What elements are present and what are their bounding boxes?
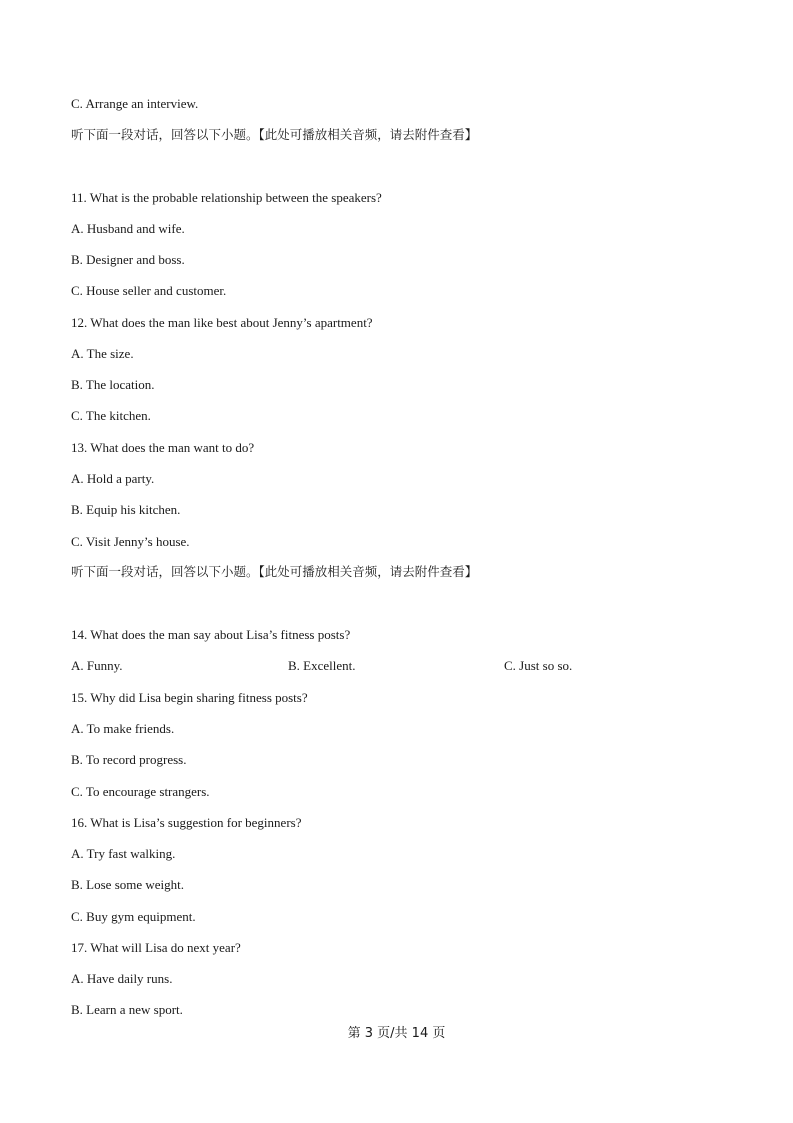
question-16: 16. What is Lisa’s suggestion for beginners? <box>71 815 302 830</box>
option-c-q12: C. The kitchen. <box>71 408 151 423</box>
option-b-q17: B. Learn a new sport. <box>71 1002 183 1017</box>
option-b-q14: B. Excellent. <box>288 658 356 673</box>
option-b-q15: B. To record progress. <box>71 752 187 767</box>
option-a-q13: A. Hold a party. <box>71 471 155 486</box>
audio-instruction: 听下面一段对话，回答以下小题。【此处可播放相关音频，请去附件查看】 <box>71 127 478 142</box>
option-c-q14: C. Just so so. <box>504 658 573 673</box>
option-c-q15: C. To encourage strangers. <box>71 784 210 799</box>
option-c-q13: C. Visit Jenny’s house. <box>71 534 190 549</box>
question-13: 13. What does the man want to do? <box>71 440 255 455</box>
question-12: 12. What does the man like best about Jenny’s apartment? <box>71 315 373 330</box>
question-14: 14. What does the man say about Lisa’s fitness posts? <box>71 627 351 642</box>
option-a-q16: A. Try fast walking. <box>71 846 176 861</box>
option-b-q16: B. Lose some weight. <box>71 877 185 892</box>
question-15: 15. Why did Lisa begin sharing fitness posts? <box>71 690 308 705</box>
option-b-q13: B. Equip his kitchen. <box>71 502 181 517</box>
option-c-q11: C. House seller and customer. <box>71 283 227 298</box>
audio-instruction: 听下面一段对话，回答以下小题。【此处可播放相关音频，请去附件查看】 <box>71 564 478 579</box>
option-a-q11: A. Husband and wife. <box>71 221 185 236</box>
q14-options <box>71 658 691 674</box>
option-b-q11: B. Designer and boss. <box>71 252 185 267</box>
option-a-q15: A. To make friends. <box>71 721 175 736</box>
option-b-q12: B. The location. <box>71 377 155 392</box>
option-c-q16: C. Buy gym equipment. <box>71 909 196 924</box>
option-c-q10: C. Arrange an interview. <box>71 96 199 111</box>
option-a-q14: A. Funny. <box>71 658 123 673</box>
option-a-q17: A. Have daily runs. <box>71 971 173 986</box>
question-11: 11. What is the probable relationship between the speakers? <box>71 190 382 205</box>
page-footer: 第 3 页/共 14 页 <box>347 1026 446 1041</box>
question-17: 17. What will Lisa do next year? <box>71 940 241 955</box>
option-a-q12: A. The size. <box>71 346 134 361</box>
